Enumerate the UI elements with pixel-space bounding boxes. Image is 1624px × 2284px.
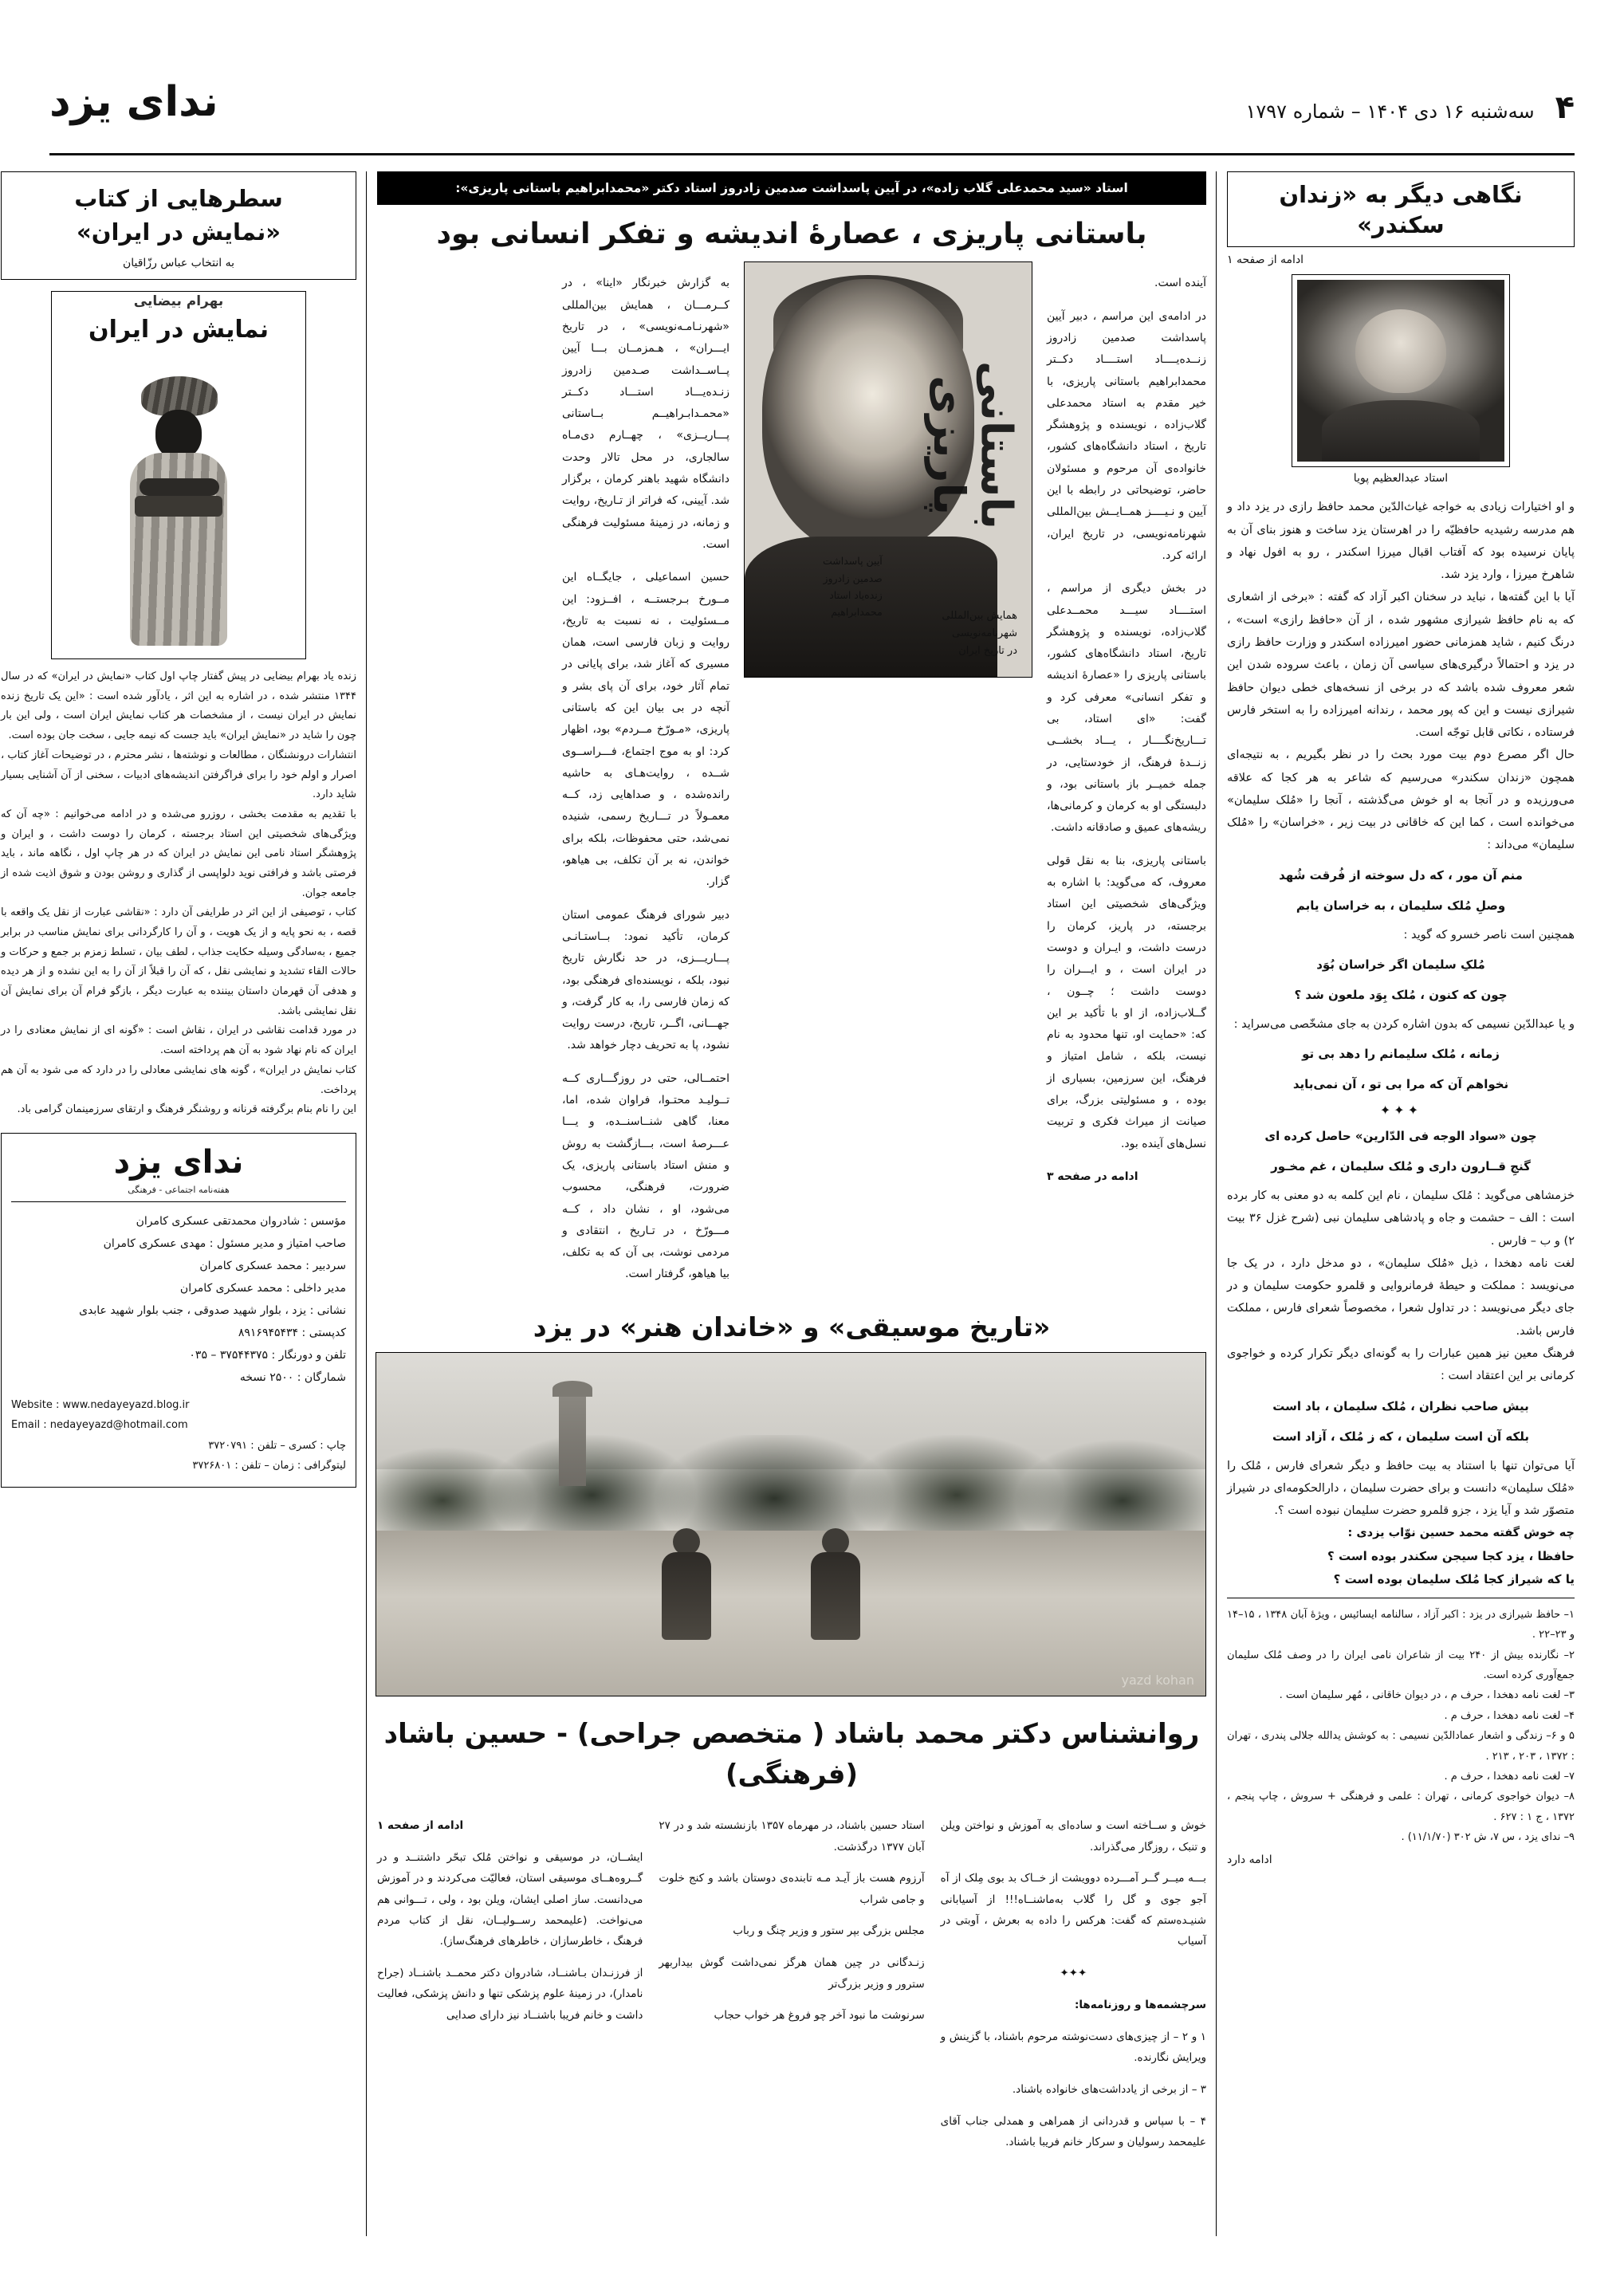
feature1-photo	[376, 1352, 1206, 1696]
f2-c1-p2: از فرزنـدان بـاشنــاد، شادروان دکتر محمــد باشنــاد (جراح نامدار)، در زمینهٔ علوم پزشکی تنها و دانش پزشکی، فعالیت داشت و خانم فریبا باشنــاد نیز دارای صدایی	[377, 1967, 643, 2022]
section-divider: ✦✦✦	[1379, 1103, 1422, 1118]
colophon-postcode: کدپستی : ۸۹۱۶۹۴۵۴۳۴	[238, 1326, 346, 1339]
colophon-logo-subtitle: هفته‌نامه اجتماعی - فرهنگی	[128, 1184, 230, 1195]
colophon-founder: مؤسس : شادروان محمدتقی عسکری کامران	[136, 1214, 346, 1228]
poster-line-2: صدمین زادروز	[823, 572, 883, 584]
colophon-box	[1, 1133, 356, 1488]
book-cover-figure	[119, 376, 238, 647]
column-divider-left	[366, 171, 367, 2236]
feature2-headline: روانشناس دکتر محمد باشاد ( متخصص جراحی) - حسین باشاد (فرهنگی)	[383, 1717, 1200, 1791]
photo-ground	[376, 1531, 1205, 1695]
colophon-email-row	[11, 1415, 346, 1435]
book-cover-author: بهرام بیضایی	[133, 293, 224, 310]
left-title-line-2: «نمایش در ایران»	[77, 218, 281, 246]
feature2-body	[377, 1805, 1206, 2164]
book-cover-title: نمایش در ایران	[88, 316, 269, 344]
right-paragraph-1: و او اختیارات زیادی به خواجه غیاث‌الدّین محمد حافظ رازی در یزد داد و هم مدرسه رشیدیه حافظیّه را در اهرستان یزد ساخت و هنوز بنای آن به پایان نرسیده بود که آفتاب اقبال میرزا اسکندر ، رو به افول نهاد و شاهرخ میرزا ، وارد یزد شد.	[1227, 501, 1575, 582]
right-continued-label: ادامه دارد	[1227, 1854, 1272, 1867]
photo-tower	[559, 1394, 586, 1486]
poster-sub-1: همایش بین‌المللی	[942, 610, 1017, 623]
right-paragraph-5: لغت نامه دهخدا ، ذیل «مُلک سلیمان» ، دو مدخل دارد ، در یک جا می‌نویسد : مملکت و حیطهٔ فرمانروایی و قلمرو حکومت سلیمان و در جای دیگر می‌نویسد : در تداول شعرا ، مخصوصاً شعرای فارس ، مملکت فارس باشد.	[1227, 1256, 1575, 1338]
footnote-8: ۹– ندای یزد ، س ۷، ش ۳۰۲ (۱۱/۱/۷۰) .	[1401, 1830, 1575, 1843]
f2-c3-sources-label: سرچشمه‌ها و روزنامه‌ها:	[1074, 1998, 1206, 2011]
poster-event-lines	[762, 552, 883, 620]
f2-c3-p6: ۴ – با سپاس و قدردانی از همراهی و همدلی جناب آقای علیمحمد رسولیان و سرکار خانم فریبا باشناد.	[940, 2114, 1206, 2148]
masthead-title: ندای یزد	[49, 78, 218, 126]
f2-c3-divider: ✦✦✦	[1060, 1967, 1087, 1980]
feature-music-history	[377, 1311, 1206, 1696]
mid-article-body	[377, 261, 1206, 1296]
footnote-7: ۸– دیوان خواجوی کرمانی ، تهران : علمی و فرهنگی + سروش ، چاپ پنجم ، ۱۳۷۲ ، ج ۱ : ۶۲۷ .	[1227, 1791, 1575, 1823]
photo-figure-1	[659, 1528, 716, 1648]
right-paragraph-6: فرهنگ معین نیز همین عبارات را به گونه‌ای دیگر تکرار کرده و خواجوی کرمانی بر این اعتقاد است :	[1227, 1347, 1575, 1383]
poem-4-line-1: چون «سواد الوجه فی الدّارین» حاصل کرده ای	[1264, 1129, 1537, 1144]
f2-c3-p4: ۱ و ۲ – از چیزی‌های دست‌نوشته مرحوم باشناد، با گزینش و ویرایش نگارنده.	[940, 2030, 1206, 2065]
mid-b-p4: باستانی پاریزی، بنا به نقل قولی معروف، که می‌گوید: با اشاره به ویژگی‌های شخصیتی این استاد برجسته، در پاریز، کرمان را درست داشت، و ایـران و دوست در ایران است ، و ایـــران را دوست داشت ؛ چــون ، گــلاب‌زاده، از او با تأکید بر این که: «حمایت او، تنها محدود به نام نیست، بلکه ، شامل امتیاز و فرهنگ، این سرزمین، بسیاری از بوده ، و مسئولیتی بزرگ، برای صیانت از میراث فکری و تربیت نسل‌های آینده بود.	[1047, 854, 1206, 1150]
poem-3-line-2: نخواهم آن که مرا بی تو ، آن نمی‌باید	[1292, 1077, 1509, 1092]
colophon-credits	[11, 1210, 346, 1389]
colophon-print-row: چاپ : کسری – تلفن : ۳۷۲۰۷۹۱	[208, 1439, 346, 1452]
poem-1-line-1: منم آن مور ، که دل سوخته از فُرقت شُهد	[1279, 867, 1523, 883]
poem-2-line-2: چون که کنون ، مُلک بِوَد ملعون شد ؟	[1294, 987, 1508, 1002]
right-paragraph-4: خزمشاهی می‌گوید : مُلک سلیمان ، نام این کلمه به دو معنی به کار برده است : الف – حشمت و جاه و پادشاهی سلیمان نبی (شرح غزل ۳۶ بیت ۲) و ب – فارس .	[1227, 1189, 1575, 1248]
website-url[interactable]: www.nedayeyazd.blog.ir	[62, 1398, 190, 1411]
photo-watermark: yazd kohan	[1121, 1672, 1194, 1688]
left-title-line-1: سطرهایی از کتاب	[74, 185, 283, 212]
left-paragraph-1: زنده یاد بهرام بیضایی در پیش گفتار چاپ اول کتاب «نمایش در ایران» که در سال ۱۳۴۴ منتشر شده ، در اشاره به این اثر ، یادآور شده است : «این یک تاریخ زنده نمایش در ایران نیست ، از مشخصات هر کتاب نمایش ایران است ، ولی این بار چون را شاید در «نمایش ایران» باید جست که نیمه جایی ، سخت جان بوده است.	[1, 670, 356, 742]
portrait-caption: استاد عبدالعظیم پویا	[1353, 472, 1449, 485]
f2-c2-p4: زنـدگانی در چین همان هرگز نمی‌داشت گوش بیداربهر سترور و وزیر بزرگ‌تر	[659, 1956, 925, 1991]
left-paragraph-4: کتاب ، توصیفی از این اثر در طرایفی آن دارد : «نقاشی عبارت از نقل یک واقعه با قصه ، به نحو پایه و از یک هویت ، و آن را کارگردانی برای نمایش مناسب در برابر جمیع ، به‌سادگی وسیله حکایت جذاب ، لطف بیان ، تسلط زمزم بر جمع و حرکات و حالات القاء تشدید و نمایشی نقل ، که آن را قبلاً از آن را به این نشده و از هر دیده و هدفی آن قهرمان داستان بیننده به عبارت دیگر ، بازگو فرام آن برای نمایش آن نقل نمایشی باشد.	[1, 906, 356, 1017]
right-intro-3: و یا عبدالدّین نسیمی که بدون اشاره کردن به جای مشخّصی می‌سراید :	[1233, 1017, 1575, 1031]
f2-c2-p2: آرزوم هست باز آیـد مـه تابنده‌ی دوستان باشد و کنج خلوت و جامی شراب	[659, 1872, 925, 1906]
poem-3-line-1: زمانه ، مُلک سلیمانم را دهد بی تو	[1302, 1047, 1500, 1062]
footnote-5: ۵ و ۶– زندگی و اشعار عمادالدّین نسیمی : به کوشش یدالله جلالی پندری ، تهران : ۱۳۷۲ ، ۲۰۳ ، ۲۱۳ .	[1227, 1730, 1575, 1763]
colophon-editor: سردبیر : محمد عسکری کامران	[199, 1259, 346, 1272]
book-cover-image	[51, 291, 306, 659]
poem-2-line-1: مُلکِ سلیمان اگر خراسان بُوَد	[1316, 957, 1485, 972]
mid-b-p1: آینده است.	[1154, 277, 1206, 290]
poster-sub-3: در تاریخ ایران	[958, 645, 1017, 658]
article-namayesh-dar-iran	[1, 171, 356, 2236]
footnote-4: ۴– لغت نامه دهخدا ، حرف م .	[1444, 1709, 1575, 1722]
feature-bashnad	[377, 1714, 1206, 2164]
right-paragraph-7: آیا می‌توان تنها با استناد به بیت حافظ و دیگر شعرای فارس ، مُلک را «مُلک سلیمان» دانست و برای حضرت سلیمان ، دارالحکومه‌ای در شیراز متصوّر شد و آیا یزد ، جزو قلمرو حضرت سلیمان نبوده است ؟.	[1227, 1459, 1575, 1518]
left-article-header	[1, 171, 356, 280]
question-2: یا که شیراز کجا مُلک سلیمان بوده است ؟	[1333, 1571, 1575, 1586]
poster-calligraphy: باستانی پاریزی	[924, 360, 1022, 529]
mid-b-p3: در بخش دیگری از مراسم ، استــــاد سیـــد محمــدعلی گلاب‌زاده، نویسنده و پژوهشگر تاریخ، استاد دانشگاه‌های کشور، باستانی پاریزی را «عصارهٔ اندیشه و تفکر انسانی» معرفی کرد و گفت: «ای استاد، بی تـــاریخ‌نگــــار ، یـــاد بخشــی زنــدهٔ فرهنگ، از خودستایی، در جمله خمیــر باز باستانی بود، و دلبستگی او به کرمان و کرمانی‌ها، ریشه‌های عمیق و صادقانه داشت.	[1047, 582, 1206, 835]
f2-c1-p1: ایشــان، در موسیقی و نواختن مُلک تبحّر داشتنــد و در گــروه‌هــای موسیقی استان، فعالیّت می‌کردند و در آموزش می‌دانست. ساز اصلی ایشان، ویلن بود ، ولی ، تـــوانی هم می‌نواخت. (علیمحمد رســولیــان، نقل از کتاب مردم فرهنگ ، خاطرسازان ، خاطرهای فرهنگ‌ساز).	[377, 1851, 643, 1948]
poem-5-line-1: بیش صاحب نظران ، مُلک سلیمان ، باد است	[1272, 1398, 1529, 1413]
poem-1-line-2: وصلِ مُلک سلیمان ، به خراسان یابم	[1296, 898, 1506, 913]
right-article-title: نگاهی دیگر به «زندان سکندر»	[1279, 181, 1523, 238]
masthead	[49, 77, 1575, 155]
colophon-litho-row: لیتوگرافی : زمان – تلفن : ۳۷۲۶۸۰۱	[192, 1459, 346, 1472]
page-number: ۴	[1555, 89, 1575, 126]
footnote-3: ۳– لغت نامه دهخدا ، حرف م ، در دیوان خاقانی ، مُهر سلیمان است .	[1279, 1689, 1575, 1702]
poster-sub-lines	[942, 607, 1017, 660]
article-bastani-parizi	[377, 171, 1206, 2236]
column-divider-right	[1216, 171, 1217, 2236]
mid-a-p1: به گزارش خبرنگار «اینا» ، در کــرمـــان ، همایش بین‌المللی «شهرنـامـه‌نویسی» ، در تاریخ ایـــران» ، هـمزمــان بـــا آیین پــاســداشت صـدمین زادروز زنـده‌یـــاد استـــاد دکــتر «محمـدابـراهیــم بــاستانی پـــاریــزی» ، چهــارم دی‌مـاه سالجاری، در محل تالار وحدت دانشگاه شهید باهنر کرمان ، برگزار شد. آیینی، که فراتر از تـاریخ، روایت و زمانه، در زمینهٔ مسئولیت فرهنگی است.	[562, 277, 729, 551]
right-paragraph-2: آیا با این گفته‌ها ، نباید در سخنان اکبر آزاد که گفته : «برخی از اشعاری که به نام حافظ شیرازی مشهور شده ، از آن «حافظ رازی» است» ، درنگ کنیم ، شاید همزمانی حضور امیرزاده اسکندر و وزارت حافظ رازی در یزد و احتمالاً درگیری‌های سیاسی آن زمان ، باعث سروده شدن این شعر معروف شده باشد که در برخی از نسخه‌های خطی دیوان حافظ شیرازی نیست و این که پور محمد ، رندانه امیرزاده را به استخر فارس فرستاده ، نکاتی قابل توجّه است.	[1227, 591, 1575, 740]
mid-kicker: استاد «سید محمدعلی گلاب زاده»، در آیین پاسداشت صدمین زادروز استاد دکتر «محمدابراهیم باستانی پاریزی»:	[377, 171, 1206, 205]
mid-b-continued: ادامه در صفحه ۳	[1047, 1170, 1138, 1183]
mid-b-p2: در ادامه‌ی این مراسم ، دبیر آیین پاسداشت صدمین زادروز زنــده‌یــــاد استــــاد دکــتر محمدابراهیم باستانی پاریزی، با خیر مقدم به استاد محمدعلی گلاب‌زاده ، نویسنده و پژوهشگر تاریخ ، استاد دانشگاه‌های کشور، خانواده‌ی آن مرحوم و مسئولان حاضر، توضیحاتی در رابطه با این آیین و نـیــــز همــایــش بین‌المللی شهرنامه‌نویسی، در تاریخ ایران، ارائه کرد.	[1047, 309, 1206, 562]
colophon-website-row	[11, 1395, 346, 1415]
colophon-publisher: صاحب امتیاز و مدیر مسئول : مهدی عسکری کامران	[103, 1236, 346, 1250]
poster-line-4: محمدابراهیم	[831, 606, 883, 619]
figure-arm	[140, 478, 219, 496]
f2-c3-p5: ۳ – از برخی از یادداشت‌های خانواده باشناد.	[1012, 2082, 1206, 2096]
f2-c2-p3: مجلس بزرگی بپر ستور و وزیر چنگ و رباب	[733, 1924, 925, 1938]
colophon-circulation: شمارگان : ۲۵۰۰ نسخه	[239, 1370, 346, 1384]
poster-line-3: زنده‌یاد استاد	[829, 588, 883, 601]
f2-continued-from: ادامه از صفحه ۱	[377, 1819, 464, 1833]
feature2-col3	[941, 1805, 1206, 2164]
email-address[interactable]: nedayeyazd@hotmail.com	[49, 1419, 188, 1432]
feature2-col1	[377, 1805, 643, 2164]
right-continued-from: ادامه از صفحه ۱	[1227, 254, 1304, 267]
poem-4-line-2: گنجِ قــارون داری و مُلک سلیمان ، غم مخـور	[1271, 1159, 1531, 1174]
left-byline: به انتخاب عباس رزّاقیان	[122, 257, 235, 270]
left-paragraph-3: با تقدیم به مقدمت بخشی ، روزرو می‌شده و در ادامه می‌خوانیم : «چه آن که ویژگی‌های شخصیتی این استاد برجسته ، کرمان را دوست داشت ، و ایران و پژوهشگر استاد نامی این نمایش در ایران که در هر چاپ اول ، نگاهه ماند ، باید فرصتی باشد و فرافتی نوید دلواپسی از گذاری و روشن بودن و شوق اذیت شده از جامعه جوان.	[1, 808, 356, 899]
poster-line-1: آیین پاسداشت	[823, 555, 883, 568]
article-zendan-sekandar	[1227, 171, 1575, 2236]
f2-c2-p5: سرنوشت ما نبود آخر چو فروغ هر خواب حجاب	[714, 2009, 925, 2023]
feature1-headline: «تاریخ موسیقی» و «خاندان هنر» در یزد	[533, 1311, 1051, 1342]
photo-figure-2	[808, 1528, 865, 1648]
colophon-contact	[11, 1395, 346, 1436]
poem-5-line-2: بلکه آن است سلیمان ، که ز مُلک ، آزاد است	[1272, 1429, 1529, 1444]
colophon-address: نشانی : یزد ، بلوار شهید صدوقی ، جنب بلوار شهید عابدی	[79, 1303, 346, 1317]
poster-sub-2: شهرنامه‌نویسی	[952, 627, 1017, 640]
left-paragraph-7: این را نام بنام برگرفته قرنانه و روشنگر فرهنگ و ارتقای سرزمینمان گرامی باد.	[17, 1103, 356, 1116]
f2-c3-p2: بـــه میــر گــر آمـــرده دوویشت از خــاک بد بوی مِلک از آه آجو جوی و گل را گلاب به‌ماشنــاه!!! از آسیابانی شنیـده‌ستم که گفت: هرکس را داده به‌ بعرش ، آوبتی در آسیاب	[940, 1872, 1206, 1948]
website-label: Website :	[11, 1398, 60, 1411]
footnote-6: ۷– لغت نامه دهخدا ، حرف م .	[1444, 1770, 1575, 1783]
figure-face	[155, 410, 202, 459]
feature2-col2	[659, 1805, 924, 2164]
issue-date: سه‌شنبه ۱۶ دی ۱۴۰۴ – شماره ۱۷۹۷	[1245, 100, 1535, 123]
f2-c3-p1: خوش و ســاخته است و ساده‌ای به آموزش و نواختن ویلن و تنبک ، روزگار می‌گذراند.	[940, 1819, 1206, 1854]
mid-a-p3: دبیر شورای فرهنگ عمومی استان کرمان، تأکید نمود: بــاستـانـی پـــاریـــزی، در حد نگارش تاریخ نبود، بلکه ، نویسنده‌ای فرهنگی بود، که زمان فارسی را، به کار گرفت، و جهـــانی، اگــر، تاریخ، درست روایت نشود، پا به تحریف دچار خواهد شد.	[562, 908, 729, 1052]
colophon-divider	[11, 1201, 346, 1202]
colophon-internal-manager: مدیر داخلی : محمد عسکری کامران	[179, 1281, 346, 1295]
email-label: Email :	[11, 1419, 47, 1432]
figure-sash	[135, 496, 222, 517]
masthead-meta	[1246, 77, 1575, 126]
left-paragraph-2: انتشارات درونشنگان ، مطالعات و نوشته‌ها ، نشر محترم ، در توضیحات آغاز کتاب ، اصرار و اولم خود را برای فراگرفتن اندیشه‌های ادبیات ، سخنی از آن آشنایی بسیار شاید دارد.	[1, 749, 356, 801]
right-paragraph-3: حال اگر مصرع دوم بیت مورد بحث را در نظر بگیریم ، به نتیجه‌ای همچون «زندان سکندر» می‌رسیم که شاعر به هر کجا که علاقه می‌ورزیده و در آنجا به او خوش می‌گذشته ، آنجا را «مُلک سلیمان» می‌خوانده است ، کما این که خاقانی در بیت زیر ، «خراسان» را «مُلک سلیمان» می‌داند :	[1227, 749, 1575, 852]
colophon-phone: تلفن و دورنگار : ۳۷۵۴۴۳۷۵ – ۰۳۵	[189, 1348, 346, 1362]
right-intro-2: همچنین است ناصر خسرو که گوید :	[1403, 928, 1575, 942]
footnote-2: ۲– نگارنده بیش از ۲۴۰ بیت از شاعران نامی ایران را در وصف مُلک سلیمان جمع‌آوری کرده است.	[1227, 1649, 1575, 1682]
mid-col-a	[562, 261, 729, 1296]
footnote-1: ۱– حافظ شیرازی در یزد : اکبر آزاد ، سالنامه ایسائیس ، ویژهٔ آبان ۱۳۴۸ ، ۱۵–۱۴ و ۲۳–۲۲ .	[1227, 1609, 1575, 1641]
colophon-logo: ندای یزد	[113, 1143, 244, 1181]
portrait-photo	[1297, 280, 1504, 462]
questions-lead: چه خوش گفته محمد حسین نوّاب یزدی :	[1347, 1527, 1575, 1540]
mid-col-b	[1047, 261, 1206, 1296]
question-1: حافظا ، یزد کجا سیجن سکندر بوده است ؟	[1327, 1548, 1575, 1563]
right-article-header	[1227, 171, 1575, 247]
portrait-photo-frame	[1292, 274, 1510, 467]
event-poster	[744, 261, 1032, 678]
mid-a-p4: احتمــالی، حتی در روزگـــاری کــه تــولیـد محتـوا، فراوان شده، اما، معنا، گاهی شنــاسنــده، و یـــا عـــرصهٔ است، بـــازگشت به روش و منش استاد باستانی پاریزی، یک ضرورت، فرهنگی، محسوب می‌شود، او ، نشان داد ، کــه مـــورّخ ، در تـاریخ ، انتقادی و مردمی نوشت، بی آن که به تکلف، بیا هیاهو، گرفتار است.	[562, 1071, 729, 1281]
mid-headline: باستانی پاریزی ، عصارهٔ اندیشه و تفکر انسانی بود	[436, 218, 1147, 251]
photo-trees	[376, 1435, 1205, 1545]
mid-a-p2: حسین اسماعیلی ، جایگــاه این مــورخ بـرجستــه ، افــزود: این مــسئولیت ، نه نسبت به تاریخ، روایت و زبان فارسی است، همان مسیری که آغاز شد، برای پایانی در تمام آثار خود، برای آن پای بشر و آنچه در بی بیان این که باستانی پاریزی، «مـورّخ مــردم» بود، اظهار کرد: او به موج اجتماع، فـــراســوی شــده ، روایت‌هـای به حاشیه رانده‌شده ، و صداهایی زد، کــه معمـولاً در تـــاریخ رسمی، شنیده نمی‌شد، حتی محفوظات، بلکه برای خواندن، نه بر آن تکلف، بی هیاهو، گزار.	[562, 571, 729, 889]
left-paragraph-6: کتاب نمایش در ایران» ، گونه های نمایشی معادلی را در دارد که می شود به آن هم پرداخت.	[1, 1063, 356, 1096]
f2-c2-p1: استاد حسین باشناد، در مهرماه ۱۳۵۷ بازنشسته شد و در ۲۷ آبان ۱۳۷۷ درگذشت.	[659, 1819, 925, 1854]
page-columns	[1, 171, 1575, 2236]
left-paragraph-5: در مورد قدامت نقاشی در ایران ، نقاش است : «گونه ای از نمایش معنادی را در ایران که نام نهاد شود به آن هم پرداخته است.	[1, 1024, 356, 1057]
